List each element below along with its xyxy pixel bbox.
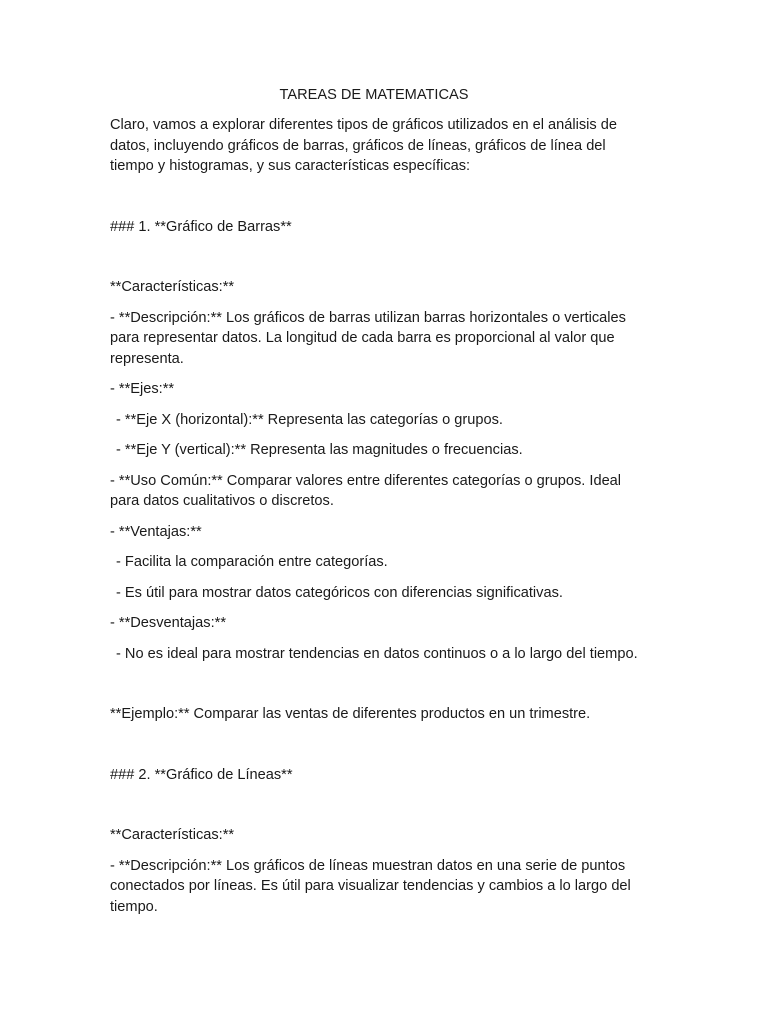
section-1-advantage-2: - Es útil para mostrar datos categóricos con diferencias significativas. [116, 584, 563, 601]
section-1-heading: ### 1. **Gráfico de Barras** [110, 218, 292, 235]
section-1-advantage-1: - Facilita la comparación entre categorías. [116, 554, 388, 570]
section-1-axis-x: - **Eje X (horizontal):** Representa las categorías o grupos. [116, 411, 503, 428]
document-body [110, 115, 650, 927]
section-2-features-label: **Características:** [110, 827, 235, 843]
section-1-example: **Ejemplo:** Comparar las ventas de diferentes productos en un trimestre. [110, 706, 591, 722]
section-2-description: - **Descripción:** Los gráficos de líneas muestran datos en una serie de puntos conectados por líneas. Es útil para visualizar tendencias y cambios a lo largo del tiempo. [110, 857, 631, 915]
section-1-disadvantages-label: - **Desventajas:** [110, 615, 226, 631]
section-1-axis-y: - **Eje Y (vertical):** Representa las magnitudes o frecuencias. [116, 442, 523, 458]
section-1-axes-label: - **Ejes:** [110, 381, 175, 397]
document-title: TAREAS DE MATEMATICAS [279, 87, 469, 103]
section-2-heading: ### 2. **Gráfico de Líneas** [110, 766, 293, 783]
section-1-features-label: **Características:** [110, 279, 235, 295]
section-1-common-use: - **Uso Común:** Comparar valores entre diferentes categorías o grupos. Ideal para datos cualitativos o discretos. [110, 472, 622, 509]
section-1-description: - **Descripción:** Los gráficos de barras utilizan barras horizontales o verticales para representar datos. La longitud de cada barra es proporcional al valor que representa. [110, 309, 626, 367]
section-1-disadvantage-1: - No es ideal para mostrar tendencias en datos continuos o a lo largo del tiempo. [116, 645, 638, 662]
intro-paragraph: Claro, vamos a explorar diferentes tipos de gráficos utilizados en el análisis de datos, incluyendo gráficos de barras, gráficos de líneas, gráficos de línea del tiempo y histogramas, y sus características específicas: [110, 117, 617, 174]
section-1-advantages-label: - **Ventajas:** [110, 523, 202, 540]
